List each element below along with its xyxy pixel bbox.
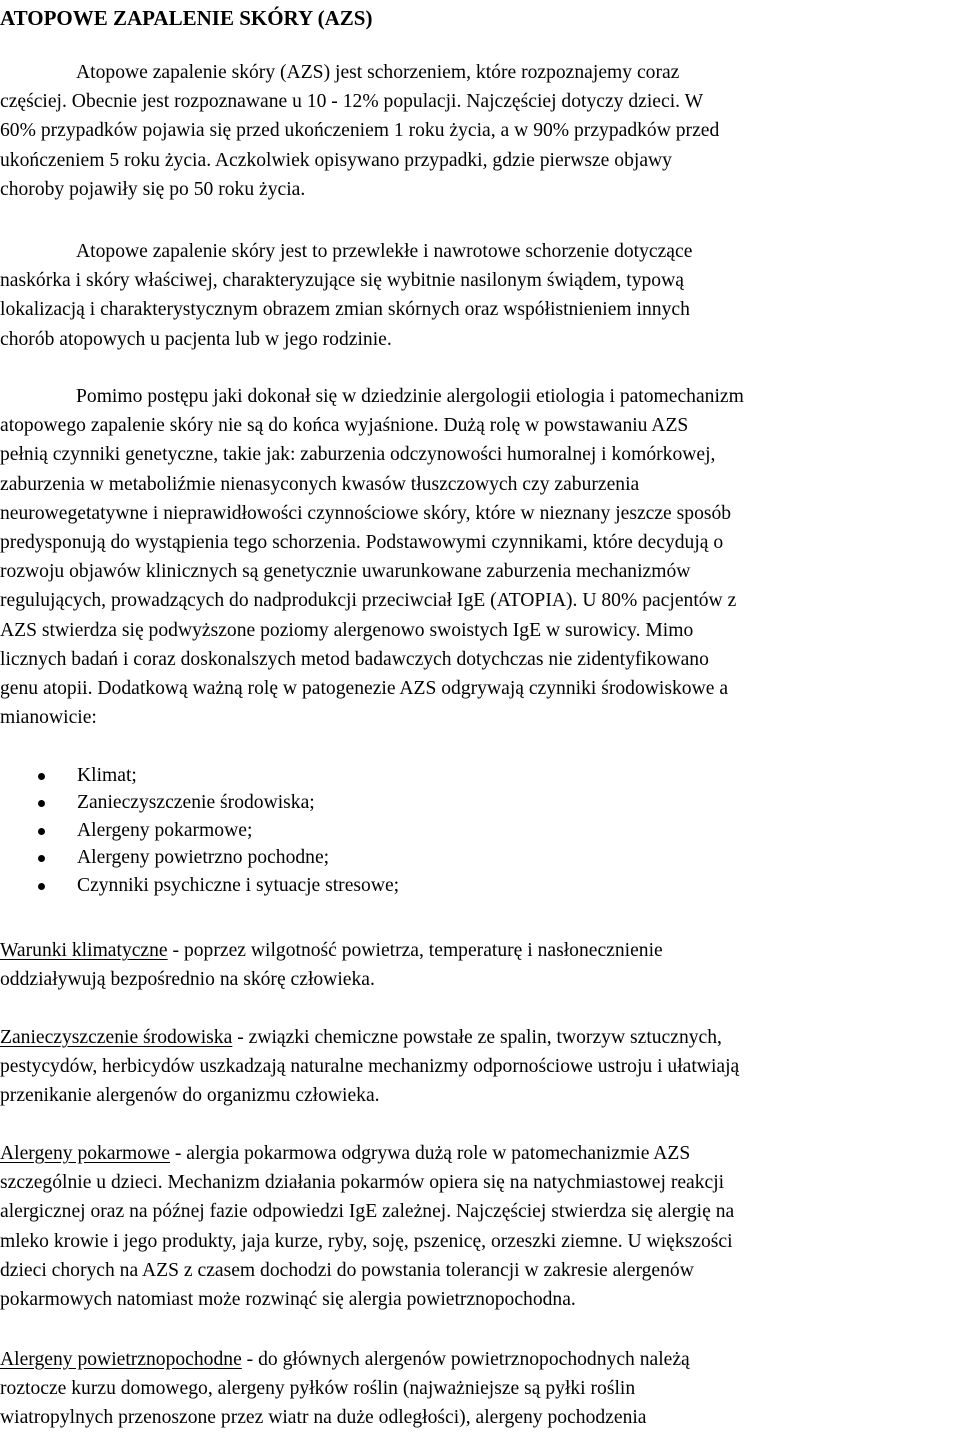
paragraph-line: predysponują do wystąpienia tego schorzenia. Podstawowymi czynnikami, które decydują o bbox=[0, 532, 724, 554]
section-text: - do głównych alergenów powietrznopochodnych należą bbox=[241, 1349, 690, 1370]
paragraph-line: szczególnie u dzieci. Mechanizm działania pokarmów opiera się na natychmiastowej reakcji bbox=[0, 1172, 725, 1194]
list-item-label: Alergeny pokarmowe; bbox=[77, 819, 253, 841]
paragraph-line: ukończeniem 5 roku życia. Aczkolwiek opisywano przypadki, gdzie pierwsze objawy bbox=[0, 149, 672, 171]
climate-section bbox=[0, 936, 960, 994]
paragraph-line: Pomimo postępu jaki dokonał się w dziedzinie alergologii etiologia i patomechanizm bbox=[76, 386, 744, 407]
section-term: Warunki klimatyczne bbox=[0, 940, 168, 961]
paragraph-line: choroby pojawiły się po 50 roku życia. bbox=[0, 178, 306, 200]
definition-paragraph bbox=[0, 237, 960, 354]
paragraph-line: zaburzenia w metaboliźmie nienasyconych kwasów tłuszczowych czy zaburzenia bbox=[0, 473, 640, 495]
list-item bbox=[0, 872, 960, 899]
etiology-paragraph bbox=[0, 382, 960, 732]
paragraph-line: mleko krowie i jego produkty, jaja kurze, ryby, soję, pszenicę, orzeszki ziemne. U większości bbox=[0, 1230, 733, 1252]
section-term: Zanieczyszczenie środowiska bbox=[0, 1027, 233, 1048]
intro-paragraph bbox=[0, 58, 960, 204]
paragraph-line: alergicznej oraz na późnej fazie odpowiedzi IgE zależnej. Najczęściej stwierdza się alergię na bbox=[0, 1201, 735, 1223]
section-first-line bbox=[0, 1139, 960, 1168]
paragraph-line: licznych badań i coraz doskonalszych metod badawczych dotychczas nie zidentyfikowano bbox=[0, 648, 709, 670]
food-allergens-section bbox=[0, 1139, 960, 1314]
paragraph-line: pełnią czynniki genetyczne, takie jak: zaburzenia odczynowości humoralnej i komórkowej, bbox=[0, 444, 716, 466]
section-text: - alergia pokarmowa odgrywa dużą role w patomechanizmie AZS bbox=[169, 1143, 691, 1164]
section-first-line bbox=[0, 1345, 960, 1374]
paragraph-line: przenikanie alergenów do organizmu człowieka. bbox=[0, 1085, 380, 1107]
paragraph-line: rozwoju objawów klinicznych są genetycznie uwarunkowane zaburzenia mechanizmów bbox=[0, 561, 691, 583]
pollution-section bbox=[0, 1023, 960, 1111]
paragraph-line: pestycydów, herbicydów uszkadzają naturalne mechanizmy odpornościowe ustroju i ułatwiają bbox=[0, 1056, 740, 1078]
paragraph-line: mianowicie: bbox=[0, 707, 97, 729]
paragraph-line: AZS stwierdza się podwyższone poziomy alergenowo swoistych IgE w surowicy. Mimo bbox=[0, 619, 694, 641]
paragraph-line: częściej. Obecnie jest rozpoznawane u 10 - 12% populacji. Najczęściej dotyczy dzieci. W bbox=[0, 91, 704, 113]
section-first-line bbox=[0, 1023, 960, 1052]
paragraph-line: genu atopii. Dodatkową ważną rolę w patogenezie AZS odgrywają czynniki środowiskowe a bbox=[0, 678, 729, 700]
bullet-icon bbox=[38, 828, 45, 835]
paragraph-line: oddziaływują bezpośrednio na skórę człowieka. bbox=[0, 969, 375, 991]
paragraph-line: roztocze kurzu domowego, alergeny pyłków roślin (najważniejsze są pyłki roślin bbox=[0, 1378, 636, 1400]
list-item-label: Alergeny powietrzno pochodne; bbox=[77, 847, 330, 869]
list-item-label: Zanieczyszczenie środowiska; bbox=[77, 792, 315, 814]
section-first-line bbox=[0, 936, 960, 965]
paragraph-line: wiatropylnych przenoszone przez wiatr na duże odległości), alergeny pochodzenia bbox=[0, 1407, 647, 1429]
paragraph-line: neurowegetatywne i nieprawidłowości czynnościowe skóry, które w nieznany jeszcze sposób bbox=[0, 502, 732, 524]
paragraph-line: lokalizacją i charakterystycznym obrazem zmian skórnych oraz współistnieniem innych bbox=[0, 299, 690, 321]
list-item-label: Czynniki psychiczne i sytuacje stresowe; bbox=[77, 874, 400, 896]
bullet-icon bbox=[38, 800, 45, 807]
environmental-factors-list bbox=[0, 762, 960, 899]
paragraph-line: 60% przypadków pojawia się przed ukończeniem 1 roku życia, a w 90% przypadków przed bbox=[0, 120, 720, 142]
paragraph-line: Atopowe zapalenie skóry (AZS) jest schorzeniem, które rozpoznajemy coraz bbox=[76, 62, 680, 83]
section-text: - związki chemiczne powstałe ze spalin, tworzyw sztucznych, bbox=[232, 1027, 722, 1048]
list-item bbox=[0, 817, 960, 844]
list-item bbox=[0, 844, 960, 871]
bullet-icon bbox=[38, 855, 45, 862]
paragraph-line: dzieci chorych na AZS z czasem dochodzi do powstania tolerancji w zakresie alergenów bbox=[0, 1259, 694, 1281]
section-term: Alergeny powietrznopochodne bbox=[0, 1349, 242, 1370]
bullet-icon bbox=[38, 883, 45, 890]
paragraph-line: Atopowe zapalenie skóry jest to przewlekłe i nawrotowe schorzenie dotyczące bbox=[76, 241, 693, 262]
section-term: Alergeny pokarmowe bbox=[0, 1143, 170, 1164]
page-title: ATOPOWE ZAPALENIE SKÓRY (AZS) bbox=[0, 6, 373, 30]
paragraph-line: naskórka i skóry właściwej, charakteryzujące się wybitnie nasilonym świądem, typową bbox=[0, 270, 684, 292]
list-item bbox=[0, 789, 960, 816]
paragraph-line: atopowego zapalenie skóry nie są do końca wyjaśnione. Dużą rolę w powstawaniu AZS bbox=[0, 415, 689, 437]
airborne-allergens-section bbox=[0, 1345, 960, 1433]
section-text: - poprzez wilgotność powietrza, temperaturę i nasłonecznienie bbox=[167, 940, 663, 961]
paragraph-line: chorób atopowych u pacjenta lub w jego rodzinie. bbox=[0, 328, 392, 350]
paragraph-line: pokarmowych natomiast może rozwinąć się alergia powietrznopochodna. bbox=[0, 1289, 576, 1311]
list-item-label: Klimat; bbox=[77, 765, 137, 786]
list-item bbox=[0, 762, 960, 789]
paragraph-line: regulujących, prowadzących do nadprodukcji przeciwciał IgE (ATOPIA). U 80% pacjentów z bbox=[0, 590, 737, 612]
bullet-icon bbox=[38, 773, 45, 780]
